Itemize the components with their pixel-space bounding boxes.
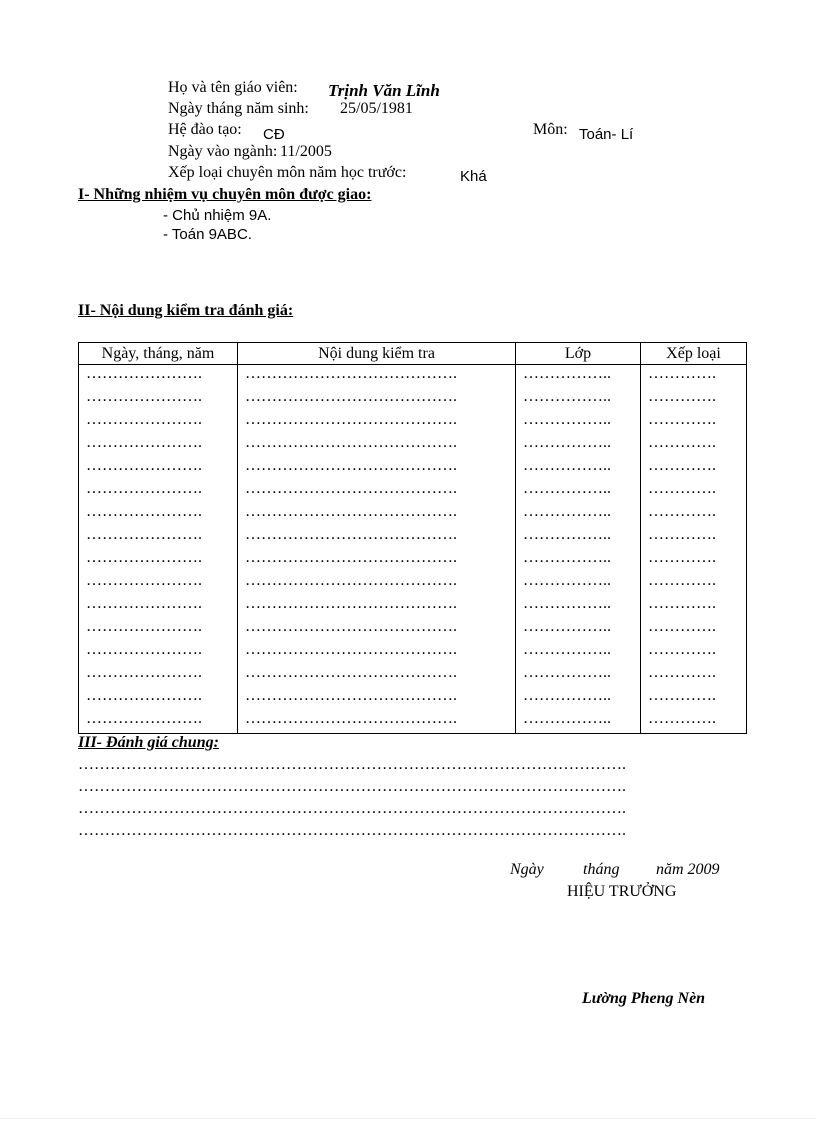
cell-rank[interactable]: …………. [641, 434, 747, 457]
cell-date[interactable]: …………………. [79, 388, 238, 411]
table-row [79, 503, 747, 526]
table-body [79, 365, 747, 734]
cell-class[interactable]: …………….. [516, 434, 641, 457]
duty-item-2: - Toán 9ABC. [163, 226, 252, 243]
table-row [79, 572, 747, 595]
table-row [79, 595, 747, 618]
cell-class[interactable]: …………….. [516, 457, 641, 480]
cell-rank[interactable]: …………. [641, 480, 747, 503]
cell-rank[interactable]: …………. [641, 664, 747, 687]
cell-rank[interactable]: …………. [641, 365, 747, 389]
assessment-line-3[interactable]: …………………………………………………………………………………………. [78, 800, 626, 817]
cell-date[interactable]: …………………. [79, 572, 238, 595]
table-row [79, 434, 747, 457]
signature-date-month: tháng [583, 861, 620, 878]
cell-date[interactable]: …………………. [79, 411, 238, 434]
section2-heading: II- Nội dung kiểm tra đánh giá: [78, 302, 294, 319]
assessment-line-4[interactable]: …………………………………………………………………………………………. [78, 822, 626, 839]
cell-rank[interactable]: …………. [641, 595, 747, 618]
cell-date[interactable]: …………………. [79, 710, 238, 734]
cell-rank[interactable]: …………. [641, 572, 747, 595]
dob-label: Ngày tháng năm sinh: [168, 100, 309, 117]
page-bottom-edge [0, 1118, 816, 1119]
cell-class[interactable]: …………….. [516, 710, 641, 734]
cell-rank[interactable]: …………. [641, 641, 747, 664]
signature-title: HIỆU TRƯỞNG [567, 883, 677, 900]
table-row [79, 549, 747, 572]
table-row [79, 664, 747, 687]
cell-content[interactable]: …………………………………. [238, 365, 516, 389]
table-row [79, 526, 747, 549]
table-row [79, 641, 747, 664]
subject-value: Toán- Lí [579, 126, 634, 143]
cell-class[interactable]: …………….. [516, 618, 641, 641]
cell-class[interactable]: …………….. [516, 549, 641, 572]
cell-date[interactable]: …………………. [79, 457, 238, 480]
training-value: CĐ [263, 126, 285, 143]
cell-class[interactable]: …………….. [516, 595, 641, 618]
cell-content[interactable]: …………………………………. [238, 457, 516, 480]
cell-date[interactable]: …………………. [79, 503, 238, 526]
signature-date-day: Ngày [510, 861, 544, 878]
cell-date[interactable]: …………………. [79, 434, 238, 457]
col-header-date: Ngày, tháng, năm [79, 343, 238, 365]
cell-content[interactable]: …………………………………. [238, 526, 516, 549]
assessment-line-2[interactable]: …………………………………………………………………………………………. [78, 778, 626, 795]
cell-rank[interactable]: …………. [641, 503, 747, 526]
table-row [79, 365, 747, 389]
cell-content[interactable]: …………………………………. [238, 549, 516, 572]
col-header-rank: Xếp loại [641, 343, 747, 365]
cell-rank[interactable]: …………. [641, 549, 747, 572]
assessment-line-1[interactable]: …………………………………………………………………………………………. [78, 756, 626, 773]
section1-heading: I- Những nhiệm vụ chuyên môn được giao: [78, 186, 372, 203]
cell-class[interactable]: …………….. [516, 411, 641, 434]
cell-content[interactable]: …………………………………. [238, 641, 516, 664]
table-row [79, 687, 747, 710]
cell-class[interactable]: …………….. [516, 365, 641, 389]
cell-class[interactable]: …………….. [516, 480, 641, 503]
cell-content[interactable]: …………………………………. [238, 710, 516, 734]
signature-date-year: năm 2009 [656, 861, 720, 878]
cell-rank[interactable]: …………. [641, 388, 747, 411]
principal-name: Lường Pheng Nèn [582, 990, 706, 1007]
table-row [79, 411, 747, 434]
cell-rank[interactable]: …………. [641, 710, 747, 734]
table-row [79, 457, 747, 480]
cell-content[interactable]: …………………………………. [238, 480, 516, 503]
cell-rank[interactable]: …………. [641, 687, 747, 710]
cell-date[interactable]: …………………. [79, 687, 238, 710]
cell-rank[interactable]: …………. [641, 618, 747, 641]
cell-date[interactable]: …………………. [79, 664, 238, 687]
cell-class[interactable]: …………….. [516, 388, 641, 411]
cell-content[interactable]: …………………………………. [238, 595, 516, 618]
cell-date[interactable]: …………………. [79, 365, 238, 389]
cell-class[interactable]: …………….. [516, 664, 641, 687]
training-label: Hệ đào tạo: [168, 121, 242, 138]
table-row [79, 618, 747, 641]
dob-value: 25/05/1981 [340, 100, 413, 117]
evaluation-table [78, 342, 747, 734]
table-row [79, 710, 747, 734]
cell-content[interactable]: …………………………………. [238, 434, 516, 457]
cell-class[interactable]: …………….. [516, 572, 641, 595]
cell-content[interactable]: …………………………………. [238, 411, 516, 434]
cell-class[interactable]: …………….. [516, 641, 641, 664]
cell-rank[interactable]: …………. [641, 411, 747, 434]
cell-rank[interactable]: …………. [641, 526, 747, 549]
cell-date[interactable]: …………………. [79, 549, 238, 572]
section3-heading: III- Đánh giá chung: [78, 734, 219, 751]
start-date-value: 11/2005 [280, 143, 332, 160]
cell-content[interactable]: …………………………………. [238, 618, 516, 641]
cell-class[interactable]: …………….. [516, 503, 641, 526]
cell-rank[interactable]: …………. [641, 457, 747, 480]
cell-date[interactable]: …………………. [79, 595, 238, 618]
table-row [79, 388, 747, 411]
cell-content[interactable]: …………………………………. [238, 503, 516, 526]
cell-date[interactable]: …………………. [79, 526, 238, 549]
subject-label: Môn: [533, 121, 568, 138]
cell-content[interactable]: …………………………………. [238, 687, 516, 710]
rank-value: Khá [460, 168, 487, 185]
rank-label: Xếp loại chuyên môn năm học trước: [168, 164, 407, 181]
col-header-content: Nội dung kiểm tra [238, 343, 516, 365]
cell-content[interactable]: …………………………………. [238, 572, 516, 595]
cell-date[interactable]: …………………. [79, 641, 238, 664]
cell-class[interactable]: …………….. [516, 687, 641, 710]
teacher-name-label: Họ và tên giáo viên: [168, 79, 298, 96]
cell-date[interactable]: …………………. [79, 480, 238, 503]
table-row [79, 480, 747, 503]
cell-content[interactable]: …………………………………. [238, 664, 516, 687]
cell-date[interactable]: …………………. [79, 618, 238, 641]
duty-item-1: - Chủ nhiệm 9A. [163, 207, 272, 224]
cell-content[interactable]: …………………………………. [238, 388, 516, 411]
teacher-name-value: Trịnh Văn Lĩnh [328, 81, 440, 100]
table-header-row [79, 343, 747, 365]
cell-class[interactable]: …………….. [516, 526, 641, 549]
col-header-class: Lớp [516, 343, 641, 365]
start-date-label: Ngày vào ngành: [168, 143, 278, 160]
